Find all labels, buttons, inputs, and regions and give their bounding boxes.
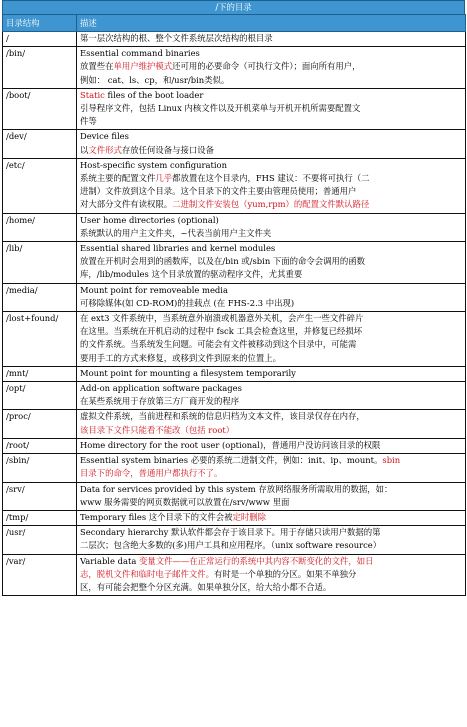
fhs-directory-table [2, 0, 465, 596]
description-line [80, 410, 462, 423]
header-directory: 目录结构 [3, 15, 77, 32]
directory-description [77, 312, 466, 367]
directory-description [77, 32, 466, 47]
description-line [80, 539, 462, 552]
table-title: /下的目录 [2, 0, 465, 14]
description-text: 要用手工的方式来修复，或移到文件到原来的位置上。 [80, 352, 281, 363]
description-line [80, 32, 462, 45]
description-line [80, 47, 462, 60]
description-line [80, 555, 462, 568]
highlighted-text: 二进制文件安装包（yum,rpm）的配置文件默认路径 [172, 199, 370, 210]
description-line [80, 102, 462, 115]
highlighted-text: 单用户维护模式 [113, 61, 173, 72]
directory-path: /home/ [3, 213, 77, 241]
description-text: 有时是一个单独的分区。如果不单独分 [214, 568, 357, 579]
description-text: User home directories (optional) [80, 214, 219, 225]
description-line [80, 130, 462, 143]
directory-path: /bin/ [3, 47, 77, 89]
description-line [80, 467, 462, 480]
table-row [3, 283, 466, 311]
highlighted-text: sbin [382, 455, 401, 466]
table-row [3, 312, 466, 367]
directory-path: /usr/ [3, 526, 77, 554]
description-text: Essential command binaries [80, 48, 200, 59]
directory-description [77, 482, 466, 510]
description-text: 系统默认的用户主文件夹，~代表当前用户主文件夹 [80, 227, 272, 238]
directory-path: /var/ [3, 554, 77, 596]
description-text: www 服务需要的网页数据就可以放置在/srv/www 里面 [80, 496, 290, 507]
description-line [80, 185, 462, 198]
description-line [80, 325, 462, 338]
directory-path: /boot/ [3, 88, 77, 130]
header-description: 描述 [77, 15, 466, 32]
directory-path: /dev/ [3, 130, 77, 158]
directory-path: /etc/ [3, 158, 77, 213]
description-line [80, 144, 462, 157]
directory-description [77, 283, 466, 311]
table-row [3, 554, 466, 596]
directory-path: / [3, 32, 77, 47]
description-text: 的文件系统。当系统发生问题。可能会有文件被移动到这个目录中，可能需 [80, 339, 357, 350]
description-line [80, 284, 462, 297]
description-text: 进制）文件放到这个目录。这个目录下的文件主要由管理员使用；普通用户 [80, 186, 357, 197]
table-row [3, 410, 466, 438]
table-row [3, 47, 466, 89]
directory-path: /media/ [3, 283, 77, 311]
description-line [80, 526, 462, 539]
description-line [80, 454, 462, 467]
description-line [80, 297, 462, 310]
description-line [80, 268, 462, 281]
directory-path: /sbin/ [3, 454, 77, 482]
description-text: Home directory for the root user (optional)，普通用户没访问该目录的权限 [80, 439, 381, 450]
directory-path: /opt/ [3, 382, 77, 410]
highlighted-text: 几乎 [155, 173, 173, 184]
description-text: 虚拟文件系统，当前进程和系统的信息归档为文本文件，该目录仅存在内存， [80, 411, 365, 422]
description-line [80, 242, 462, 255]
highlighted-text: 目录下的命令，普通用户都执行不了。 [80, 468, 223, 479]
directory-description [77, 130, 466, 158]
description-line [80, 581, 462, 594]
directory-description [77, 410, 466, 438]
description-line [80, 255, 462, 268]
description-line [80, 511, 462, 524]
table-row [3, 32, 466, 47]
description-text: Mount point for removeable media [80, 284, 228, 295]
description-line [80, 483, 462, 496]
description-line [80, 214, 462, 227]
directory-description [77, 438, 466, 453]
directory-description [77, 88, 466, 130]
description-text: 放置在开机时会用到的函数库，以及在/bin 或/sbin 下面的命令会调用的函数 [80, 256, 366, 267]
description-text: Mount point for mounting a filesystem temporarily [80, 367, 296, 378]
description-text: 存放任何设备与接口设备 [121, 144, 214, 155]
description-text: Temporary files 这个目录下的文件会被 [80, 511, 233, 522]
table-row [3, 510, 466, 525]
description-line [80, 172, 462, 185]
description-text: Essential shared libraries and kernel modules [80, 243, 276, 254]
directory-description [77, 526, 466, 554]
description-text: 系统主要的配置文件 [80, 173, 156, 184]
description-line [80, 159, 462, 172]
directory-path: /tmp/ [3, 510, 77, 525]
directory-path: /root/ [3, 438, 77, 453]
description-line [80, 115, 462, 128]
directory-description [77, 213, 466, 241]
table-body [3, 32, 466, 596]
description-text: Data for services provided by this system 存放网络服务所需取用的数据，如： [80, 483, 393, 494]
highlighted-text: Static [80, 89, 105, 100]
description-line [80, 496, 462, 509]
table-row [3, 482, 466, 510]
description-line [80, 382, 462, 395]
highlighted-text: 变量文件——在正常运行的系统中其内容不断变化的文件，如日 [138, 555, 374, 566]
description-text: 以 [80, 144, 89, 155]
description-line [80, 227, 462, 240]
description-text: 第一层次结构的根、整个文件系统层次结构的根目录 [80, 33, 273, 43]
directory-description [77, 510, 466, 525]
highlighted-text: 该目录下文件只能看不能改（包括 root） [80, 424, 235, 435]
description-text: Host-specific system configuration [80, 159, 227, 170]
directory-description [77, 242, 466, 284]
description-line [80, 74, 462, 87]
description-line [80, 60, 462, 73]
directory-path: /proc/ [3, 410, 77, 438]
table-row [3, 213, 466, 241]
table-row [3, 158, 466, 213]
directory-description [77, 366, 466, 381]
description-text: 件等 [80, 116, 97, 127]
directory-description [77, 382, 466, 410]
directory-description [77, 47, 466, 89]
directory-path: /srv/ [3, 482, 77, 510]
description-line [80, 312, 462, 325]
description-text: Essential system binaries 必要的系统二进制文件，例如：init、ip、mount。 [80, 455, 383, 466]
description-text: Variable data [80, 555, 139, 566]
directory-path: /mnt/ [3, 366, 77, 381]
description-text: 可移除媒体(如 CD-ROM)的挂载点 (在 FHS-2.3 中出现) [80, 297, 295, 308]
table-row [3, 526, 466, 554]
description-text: 二层次；包含绝大多数的(多)用户工具和应用程序。（unix software resource） [80, 540, 382, 551]
description-line [80, 568, 462, 581]
table-row [3, 438, 466, 453]
directory-description [77, 158, 466, 213]
directory-description [77, 554, 466, 596]
description-text: 在 ext3 文件系统中，当系统意外崩溃或机器意外关机，会产生一些文件碎片 [80, 313, 364, 324]
description-text: Device files [80, 131, 129, 142]
description-text: 例如： cat、ls、cp，和/usr/bin类似。 [80, 74, 230, 85]
description-text: 对大部分文件有读权限。 [80, 199, 173, 210]
description-text: 放置些在 [80, 61, 114, 72]
description-text: 区，有可能会把整个分区充满。如果单独分区，给大给小都不合适。 [80, 581, 332, 592]
directory-path: /lib/ [3, 242, 77, 284]
description-text: Add-on application software packages [80, 383, 242, 394]
description-line [80, 424, 462, 437]
description-line [80, 439, 462, 452]
description-text: 库，/lib/modules 这个目录放置的驱动程序文件，尤其重要 [80, 269, 303, 280]
table-row [3, 242, 466, 284]
highlighted-text: 志，脱机文件和临时电子邮件文件。 [80, 568, 214, 579]
table-row [3, 130, 466, 158]
description-line [80, 338, 462, 351]
description-text: Secondary hierarchy 默认软件都会存于该目录下。用于存储只读用户数据的第 [80, 527, 381, 538]
description-text: 都放置在这个目录内，FHS 建议：不要将可执行（二 [172, 173, 370, 184]
description-line [80, 198, 462, 211]
description-line [80, 352, 462, 365]
table-row [3, 454, 466, 482]
description-text: 引导程序文件，包括 Linux 内核文件以及开机菜单与开机开机所需要配置文 [80, 103, 361, 114]
directory-table [2, 14, 466, 596]
description-text: 还可用的必要命令（可执行文件）；面向所有用户， [172, 61, 361, 72]
directory-description [77, 454, 466, 482]
highlighted-text: 文件形式 [88, 144, 122, 155]
description-text: 在某些系统用于存放第三方厂商开发的程序 [80, 396, 240, 407]
description-line [80, 89, 462, 102]
highlighted-text: 定时删除 [232, 511, 267, 522]
header-row [3, 15, 466, 32]
table-row [3, 382, 466, 410]
table-row [3, 366, 466, 381]
description-line [80, 395, 462, 408]
description-text: files of the boot loader [104, 89, 204, 100]
description-line [80, 367, 462, 380]
directory-path: /lost+found/ [3, 312, 77, 367]
description-text: 在这里。当系统在开机启动的过程中 fsck 工具会检查这里，并修复已经损坏 [80, 326, 363, 337]
table-row [3, 88, 466, 130]
